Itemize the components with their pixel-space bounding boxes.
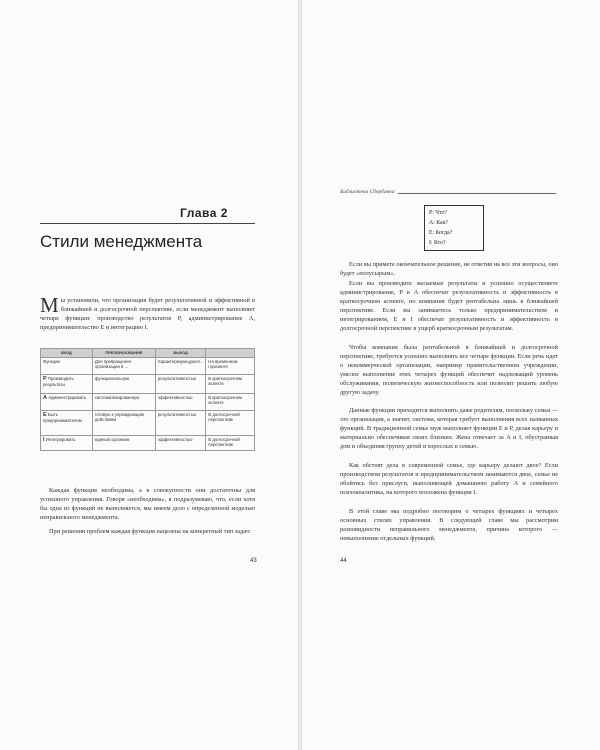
table-header-output: ВЫХОД bbox=[155, 349, 205, 358]
paragraph-family: Данные функции приходится выполнять даже родителям, поскольку семья — это организация, а значит, система, которая требует выполнения всех названных функций. В традиционной семье муж выполняет функции E и P, делая карьеру и материально обеспечивая своих близких. Жена отвечает за A и I, обустраивая дом и объединяя группу детей и взрослых в семью. bbox=[340, 407, 558, 450]
chapter-number: Глава 2 bbox=[180, 206, 228, 220]
table-cell: результативностью bbox=[155, 375, 205, 394]
table-cell: результативностью bbox=[155, 411, 205, 436]
table-header-blank bbox=[206, 349, 255, 358]
chapter-rule bbox=[40, 223, 255, 224]
table-cell: В краткосрочном аспекте bbox=[206, 375, 255, 394]
question-item: I: Кто? bbox=[429, 240, 446, 246]
table-cell: На временном горизонте bbox=[206, 358, 255, 375]
function-letter: I bbox=[43, 437, 45, 443]
table-cell: Для превращения организации в ... bbox=[92, 358, 155, 375]
table-cell: В долгосрочной перспективе bbox=[206, 436, 255, 451]
table-cell: систематизированную bbox=[92, 394, 155, 411]
paragraph-short-term: Если вы производите желаемые результаты и успешно осуществляете администрирование, P и A обеспечат результативность и эффективность в краткосрочном аспекте, но компания будет рентабельна лишь в ближайшей перспективе. Если вы занимаетесь только предпринимательством и интегрированием, E и I обеспечат результативность и эффективность в долгосрочной перспективе в ущерб краткосрочным результатам. bbox=[340, 280, 558, 332]
running-head: Библиотека Сбербанка bbox=[340, 189, 395, 195]
table-cell: В долгосрочной перспективе bbox=[206, 411, 255, 436]
table-row bbox=[41, 411, 255, 436]
intro-text: ы установили, что организация будет результативной и эффективной в ближайшей и долгосрочной перспективе, если менеджмент выполняет четыре функции: производство результатов P, администрирование A, предпринимательство E и интеграцию I. bbox=[40, 297, 255, 331]
table-cell: функциональную bbox=[92, 375, 155, 394]
functions-table bbox=[40, 348, 255, 451]
table-cell: Функции bbox=[41, 358, 93, 375]
table-cell: E Быть предпринимателем bbox=[41, 411, 93, 436]
paragraph-chapter-plan: В этой главе мы подробно поговорим о четырех функциях и четырех основных стилях управления. В следующей главе мы рассмотрим разновидности неправильного менеджмента, причина которого — невыполнение отдельных функций. bbox=[340, 508, 558, 542]
paragraph-necessity: Каждая функция необходима, а в совокупности они достаточны для успешного управления. Говоря «необходима», я подразумеваю, что, если хотя бы одна из функций не выполняется, мы имеем дело с определенной моделью неправильного менеджмента. bbox=[40, 487, 255, 521]
table-row bbox=[41, 394, 255, 411]
question-item: E: Когда? bbox=[429, 230, 453, 236]
chapter-title: Стили менеджмента bbox=[40, 232, 203, 251]
paragraph-task-types: При решении проблем каждая функция нацелена на конкретный тип задач: bbox=[49, 528, 251, 535]
table-cell: готовую к упреждающим действиям bbox=[92, 411, 155, 436]
question-item: P: Что? bbox=[429, 210, 447, 216]
function-letter: A bbox=[43, 395, 47, 401]
paragraph-all-four: Чтобы компания была рентабельной в ближайшей и долгосрочной перспективе, требуется успешно выполнять все четыре функции. Если речь идет о некоммерческой организации, например правительственном учреждении, умелое выполнение этих четырех функций обеспечит надлежащий уровень обслуживания, политическую жизнеспособность или позволит решить любую другую задачу. bbox=[340, 344, 558, 396]
running-head-rule bbox=[398, 193, 556, 194]
paragraph-modern-family: Как обстоят дела в современной семье, где карьеру делают двое? Если производством результатов и предпринимательством занимаются двое, семье не обойтись без прислуги, выполняющей домашнюю работу A и семейного психоаналитика, на которого возложена функция I. bbox=[340, 462, 558, 496]
table-header-input: ВХОД bbox=[41, 349, 93, 358]
table-cell: эффективностью bbox=[155, 394, 205, 411]
table-cell: A Администрировать bbox=[41, 394, 93, 411]
table-cell: эффективностью bbox=[155, 436, 205, 451]
paragraph-half-baked: Если вы примете окончательное решение, не ответив на все эти вопросы, оно будет «полусырым». bbox=[340, 261, 558, 277]
table-cell: P Производить результаты bbox=[41, 375, 93, 394]
function-letter: E bbox=[43, 412, 47, 418]
table-cell: Характеризующуюся... bbox=[155, 358, 205, 375]
table-row bbox=[41, 375, 255, 394]
table-row bbox=[41, 436, 255, 451]
drop-cap: М bbox=[40, 293, 59, 317]
table-cell: В краткосрочном аспекте bbox=[206, 394, 255, 411]
questions-box bbox=[424, 205, 484, 251]
table-cell: I Интегрировать bbox=[41, 436, 93, 451]
function-letter: P bbox=[43, 376, 47, 382]
table-cell: единый организм bbox=[92, 436, 155, 451]
intro-paragraph bbox=[40, 293, 255, 332]
table-header-transformation: ПРЕОБРАЗОВАНИЕ bbox=[92, 349, 155, 358]
question-item: A: Как? bbox=[429, 220, 448, 226]
page-number-right: 44 bbox=[340, 558, 347, 564]
table-row bbox=[41, 358, 255, 375]
page-number-left: 43 bbox=[250, 558, 257, 564]
